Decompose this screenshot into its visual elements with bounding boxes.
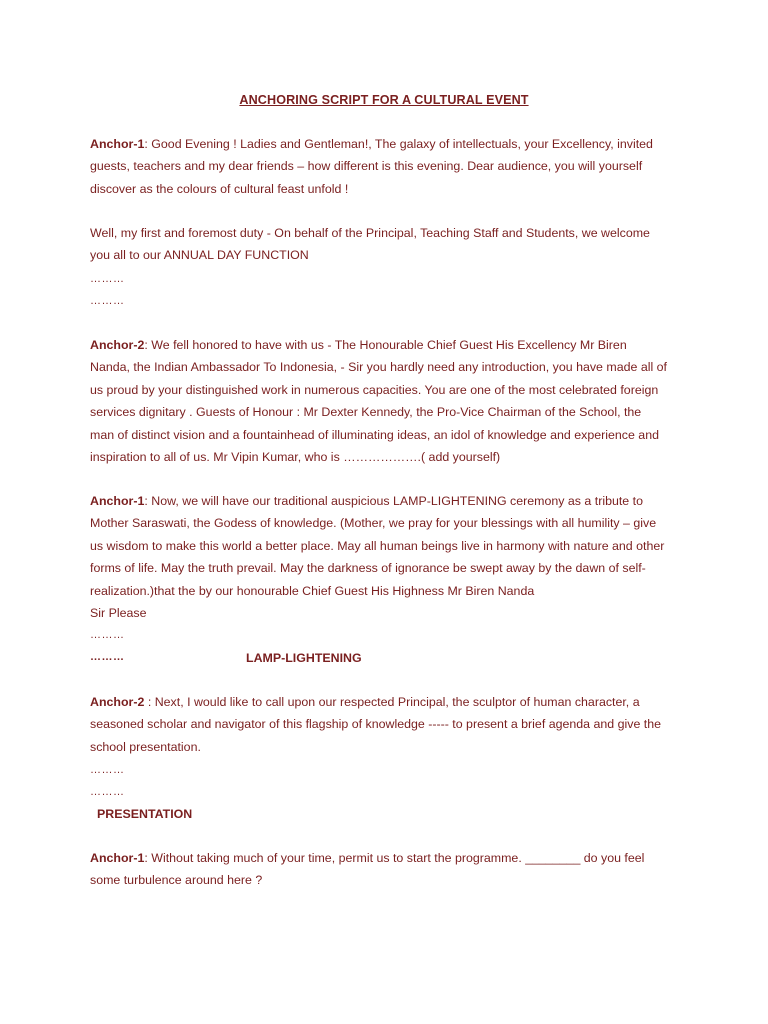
document-title: ANCHORING SCRIPT FOR A CULTURAL EVENT <box>239 93 529 107</box>
text-fragment: : We fell honored to have with us - The Honourable Chief Guest His Excellency Mr Biren <box>144 338 627 352</box>
speaker-label: Anchor-1 <box>90 137 145 151</box>
text-line: inspiration to all of us. Mr Vipin Kumar, who is ……………….( add yourself) <box>90 450 501 465</box>
ellipsis-placeholder: ……… <box>90 629 125 641</box>
text-fragment: : Next, I would like to call upon our respected Principal, the sculptor of human character, a <box>144 695 640 709</box>
text-line <box>90 691 690 713</box>
text-fragment: : Without taking much of your time, permit us to start the programme. ________ do you feel <box>144 851 645 865</box>
text-line: realization.)that the by our honourable Chief Guest His Highness Mr Biren Nanda <box>90 583 535 598</box>
text-line <box>90 490 690 512</box>
text-line: discover as the colours of cultural feast unfold ! <box>90 181 349 196</box>
text-line: forms of life. May the truth prevail. May the darkness of ignorance be swept away by the dawn of self- <box>90 561 646 576</box>
text-fragment: : Now, we will have our traditional auspicious LAMP-LIGHTENING ceremony as a tribute to <box>144 494 643 508</box>
text-line <box>90 133 690 155</box>
text-line <box>90 847 690 869</box>
text-line: man of distinct vision and a fountainhead of illuminating ideas, an idol of knowledge and experience and <box>90 427 659 442</box>
paragraph-anchor2-chief-guest <box>90 334 690 468</box>
text-line: seasoned scholar and navigator of this flagship of knowledge ----- to present a brief agenda and give the <box>90 717 662 732</box>
paragraph-anchor1-programme <box>90 847 690 892</box>
ellipsis-placeholder: ……… <box>90 764 125 776</box>
speaker-label: Anchor-1 <box>90 494 145 508</box>
ellipsis-placeholder: ……… <box>90 295 125 307</box>
text-line: Well, my first and foremost duty - On behalf of the Principal, Teaching Staff and Students, we welcome <box>90 226 650 240</box>
text-fragment: : Good Evening ! Ladies and Gentleman!, The galaxy of intellectuals, your Excellency, invited <box>144 137 653 151</box>
presentation-heading: PRESENTATION <box>97 807 193 821</box>
ellipsis-placeholder: ……… <box>90 273 125 285</box>
text-line: Sir Please <box>90 606 147 621</box>
text-line: Nanda, the Indian Ambassador To Indonesia, - Sir you hardly need any introduction, you have made all of <box>90 360 667 375</box>
paragraph-anchor1-lamp-lightening <box>90 490 690 624</box>
lamp-lightening-heading: LAMP-LIGHTENING <box>246 651 362 665</box>
ellipsis-placeholder: ……… <box>90 651 125 663</box>
paragraph-anchor2-principal <box>90 691 690 758</box>
text-line: us proud by your distinguished work in numerous capacities. You are one of the most celebrated foreign <box>90 382 659 397</box>
text-line: school presentation. <box>90 739 201 754</box>
text-line: you all to our ANNUAL DAY FUNCTION <box>90 248 309 263</box>
text-line: some turbulence around here ? <box>90 873 263 888</box>
speaker-label: Anchor-2 <box>90 695 145 709</box>
speaker-label: Anchor-1 <box>90 851 145 865</box>
text-line: us wisdom to make this world a better place. May all human beings live in harmony with nature and other <box>90 538 665 553</box>
text-line: guests, teachers and my dear friends – how different is this evening. Dear audience, you will yourself <box>90 159 643 174</box>
speaker-label: Anchor-2 <box>90 338 145 352</box>
paragraph-welcome-duty <box>90 222 690 267</box>
text-line: Mother Saraswati, the Godess of knowledge. (Mother, we pray for your blessings with all humility – give <box>90 516 657 531</box>
text-line: services dignitary . Guests of Honour : Mr Dexter Kennedy, the Pro-Vice Chairman of the School, the <box>90 405 642 420</box>
ellipsis-placeholder: ……… <box>90 786 125 798</box>
text-line <box>90 334 690 356</box>
paragraph-anchor1-welcome <box>90 133 690 200</box>
